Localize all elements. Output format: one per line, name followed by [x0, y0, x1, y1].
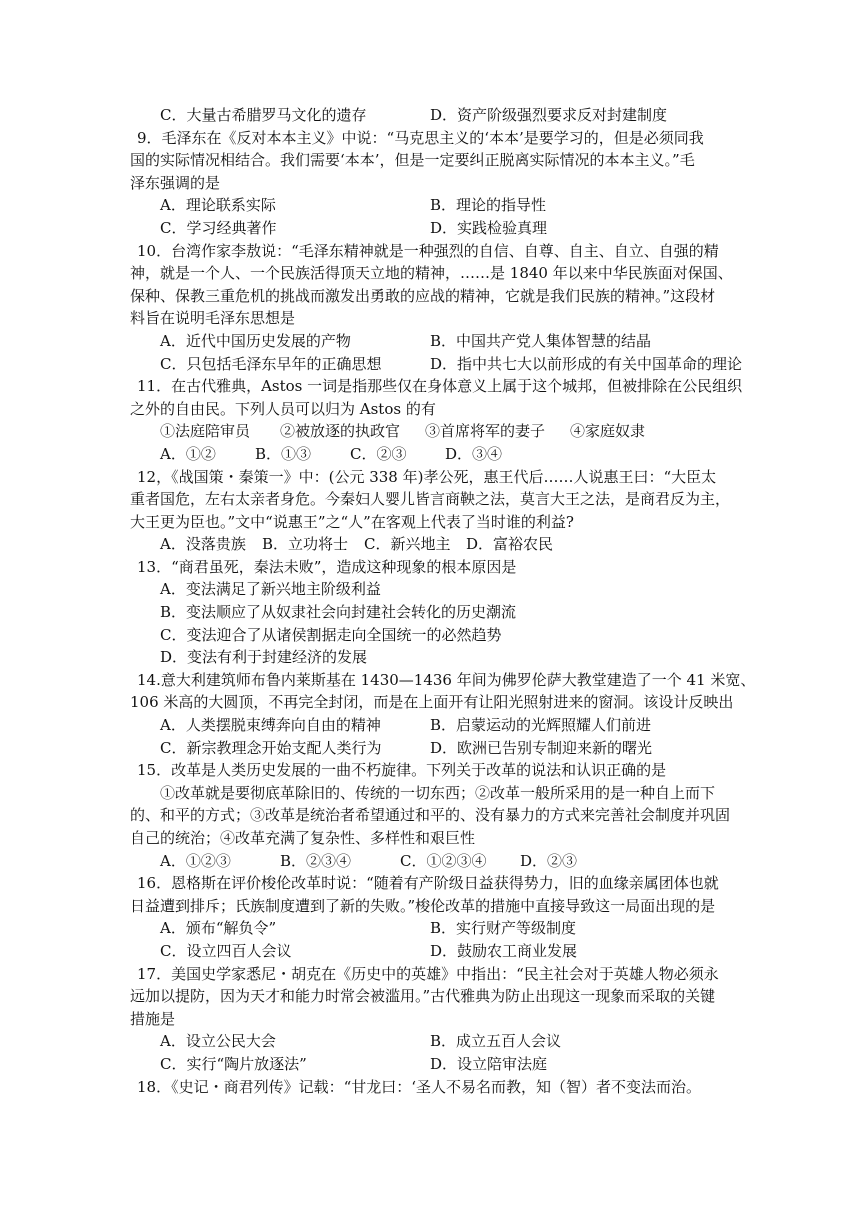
text-line	[130, 1008, 730, 1031]
text-segment: C．②③	[350, 444, 407, 463]
text-segment: A．颁布“解负令”	[160, 919, 277, 938]
text-segment: B．立功将士	[262, 535, 349, 554]
text-segment: 10．台湾作家李敖说：“毛泽东精神就是一种强烈的自信、自尊、自主、自立、自强的精	[137, 241, 719, 260]
text-line	[130, 172, 730, 195]
text-line	[130, 285, 730, 308]
text-segment: D．指中共七大以前形成的有关中国革命的理论	[430, 354, 743, 373]
text-segment: 远加以提防，因为天才和能力时常会被滥用。”古代雅典为防止出现这一现象而采取的关键	[130, 987, 716, 1006]
text-segment: 大王更为臣也。”文中“说惠王”之“人”在客观上代表了当时谁的利益?	[130, 512, 574, 531]
text-line	[130, 307, 730, 330]
text-line	[130, 1076, 730, 1099]
text-segment: 神，就是一个人、一个民族活得顶天立地的精神，……是 1840 年以来中华民族面对保国、	[130, 264, 733, 283]
text-segment: 日益遭到排斥；氏族制度遭到了新的失败。”梭伦改革的措施中直接导致这一局面出现的是	[130, 896, 716, 915]
text-segment: 11．在古代雅典，Astos 一词是指那些仅在身体意义上属于这个城邦，但被排除在公民组织	[137, 377, 743, 396]
text-segment: 自己的统治；④改革充满了复杂性、多样性和艰巨性	[130, 829, 476, 847]
text-segment: 的、和平的方式；③改革是统治者希望通过和平的、没有暴力的方式来完善社会制度并巩固	[130, 806, 731, 825]
text-line	[130, 533, 730, 556]
text-segment: D．变法有利于封建经济的发展	[160, 648, 368, 667]
text-line	[130, 827, 730, 850]
text-segment: 国的实际情况相结合。我们需要‘本本’，但是一定要纠正脱离实际情况的本本主义。”毛	[130, 151, 695, 170]
text-line	[130, 737, 730, 760]
text-line	[130, 759, 730, 782]
text-line	[130, 330, 730, 353]
text-line	[130, 240, 730, 263]
text-line	[130, 149, 730, 172]
text-line	[130, 443, 730, 466]
text-segment: A．变法满足了新兴地主阶级利益	[160, 580, 381, 599]
text-segment: 12，《战国策・秦策一》中：(公元 338 年)孝公死，惠王代后……人说惠王曰：“大臣太	[137, 467, 717, 486]
text-line	[130, 466, 730, 489]
text-segment: A．没落贵族	[160, 535, 246, 554]
text-line	[130, 398, 730, 421]
text-segment: A．①②③	[160, 851, 231, 870]
text-line	[130, 127, 730, 150]
text-segment: ④家庭奴隶	[570, 422, 646, 441]
text-segment: A．①②	[160, 444, 216, 463]
text-line	[130, 624, 730, 647]
text-segment: C．实行“陶片放逐法”	[160, 1054, 307, 1073]
text-line	[130, 917, 730, 940]
text-segment: B．变法顺应了从奴隶社会向封建社会转化的历史潮流	[160, 603, 517, 622]
text-segment: C．新宗教理念开始支配人类行为	[160, 738, 382, 757]
text-segment: D．③④	[445, 444, 503, 463]
text-segment: C．设立四百人会议	[160, 941, 292, 960]
text-line	[130, 420, 730, 443]
text-line	[130, 194, 730, 217]
text-segment: 保种、保教三重危机的挑战而激发出勇敢的应战的精神，它就是我们民族的精神。”这段材	[130, 286, 716, 305]
text-line	[130, 646, 730, 669]
text-line	[130, 985, 730, 1008]
text-segment: 泽东强调的是	[130, 173, 221, 192]
text-line	[130, 872, 730, 895]
text-segment: ①改革就是要彻底革除旧的、传统的一切东西；②改革一般所采用的是一种自上而下	[160, 783, 716, 802]
text-segment: 17．美国史学家悉尼・胡克在《历史中的英雄》中指出：“民主社会对于英雄人物必须永	[137, 964, 719, 983]
text-segment: B．中国共产党人集体智慧的结晶	[430, 331, 652, 350]
text-segment: D．欧洲已告别专制迎来新的曙光	[430, 738, 653, 757]
text-segment: C．新兴地主	[364, 535, 451, 554]
text-line	[130, 804, 730, 827]
text-segment: 15．改革是人类历史发展的一曲不朽旋律。下列关于改革的说法和认识正确的是	[137, 761, 667, 780]
text-segment: C．只包括毛泽东早年的正确思想	[160, 354, 382, 373]
text-line	[130, 262, 733, 285]
text-segment: A．近代中国历史发展的产物	[160, 331, 351, 350]
text-line	[130, 217, 730, 240]
text-segment: 14.意大利建筑师布鲁内莱斯基在 1430—1436 年间为佛罗伦萨大教堂建造了一个 41 米宽、	[137, 670, 756, 689]
text-segment: D．②③	[520, 851, 578, 870]
text-segment: B．②③④	[280, 851, 352, 870]
text-line	[130, 488, 730, 511]
text-segment: 措施是	[130, 1009, 176, 1028]
text-line	[130, 1030, 730, 1053]
text-line	[130, 714, 730, 737]
text-segment: B．实行财产等级制度	[430, 919, 577, 938]
text-segment: C．大量古希腊罗马文化的遗存	[160, 106, 367, 124]
text-segment: 料旨在说明毛泽东思想是	[130, 309, 296, 328]
text-segment: D．实践检验真理	[430, 218, 548, 237]
text-segment: A．人类摆脱束缚奔向自由的精神	[160, 716, 381, 735]
text-segment: D．设立陪审法庭	[430, 1054, 548, 1073]
text-segment: C．变法迎合了从诸侯割据走向全国统一的必然趋势	[160, 625, 502, 644]
text-line	[130, 578, 730, 601]
text-segment: B．成立五百人会议	[430, 1032, 562, 1051]
text-segment: ③首席将军的妻子	[425, 422, 546, 441]
text-line	[130, 511, 730, 534]
text-segment: ①法庭陪审员	[160, 422, 251, 441]
question-text-body	[130, 104, 756, 1098]
text-line	[130, 782, 730, 805]
text-segment: 16．恩格斯在评价梭伦改革时说：“随着有产阶级日益获得势力，旧的血缘亲属团体也就	[137, 874, 719, 893]
text-line	[130, 940, 730, 963]
text-line	[130, 353, 743, 376]
text-segment: D．鼓励农工商业发展	[430, 941, 578, 960]
text-segment: C．学习经典著作	[160, 218, 277, 237]
text-line	[130, 556, 730, 579]
text-segment: ②被放逐的执政官	[280, 422, 401, 441]
text-segment: C．①②③④	[400, 851, 487, 870]
text-segment: 18．《史记・商君列传》记载：“甘龙曰：‘圣人不易名而教，知（智）者不变法而治。	[137, 1077, 702, 1096]
text-segment: D．富裕农民	[466, 535, 554, 554]
text-segment: B．启蒙运动的光辉照耀人们前进	[430, 716, 652, 735]
text-segment: A．设立公民大会	[160, 1032, 276, 1051]
text-segment: 重者国危，左右太亲者身危。今秦妇人婴儿皆言商鞅之法，莫言大王之法，是商君反为主，	[130, 490, 731, 509]
text-line	[130, 1053, 730, 1076]
text-segment: A．理论联系实际	[160, 196, 276, 215]
text-segment: D．资产阶级强烈要求反对封建制度	[430, 106, 668, 124]
text-line	[130, 963, 730, 986]
text-line	[130, 691, 734, 714]
text-line	[130, 375, 743, 398]
text-segment: 9．毛泽东在《反对本本主义》中说：“马克思主义的‘本本’是要学习的，但是必须同我	[137, 128, 704, 147]
text-line	[130, 104, 730, 127]
text-segment: B．①③	[255, 444, 312, 463]
text-segment: B．理论的指导性	[430, 196, 547, 215]
text-segment: 之外的自由民。下列人员可以归为 Astos 的有	[130, 399, 436, 418]
text-line	[130, 669, 756, 692]
text-segment: 13．“商君虽死，秦法未败”，造成这种现象的根本原因是	[137, 557, 517, 576]
text-line	[130, 850, 730, 873]
text-segment: 106 米高的大圆顶，不再完全封闭，而是在上面开有让阳光照射进来的窗洞。该设计反映出	[130, 693, 734, 712]
text-line	[130, 895, 730, 918]
text-line	[130, 601, 730, 624]
